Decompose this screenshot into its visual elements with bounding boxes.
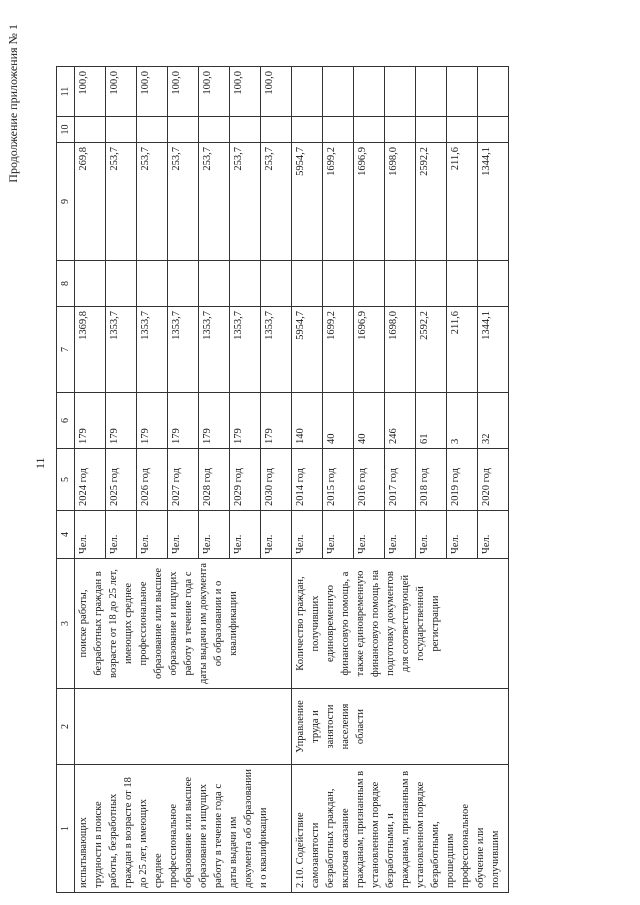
block1-executor [75, 689, 292, 765]
col-header: 4 [57, 511, 75, 559]
col-header: 10 [57, 117, 75, 143]
col8-cell [385, 261, 416, 307]
year-cell: 2030 год [261, 449, 292, 511]
col8-cell [292, 261, 323, 307]
col8-cell [75, 261, 106, 307]
amount-cell: 5954,7 [292, 307, 323, 393]
count-cell: 179 [75, 393, 106, 449]
col8-cell [323, 261, 354, 307]
amount-cell: 1696,9 [354, 307, 385, 393]
count-cell: 179 [199, 393, 230, 449]
unit-cell: Чел. [323, 511, 354, 559]
col8-cell [168, 261, 199, 307]
col9-cell: 253,7 [168, 143, 199, 261]
col10-cell [137, 117, 168, 143]
amount-cell: 1353,7 [261, 307, 292, 393]
unit-cell: Чел. [137, 511, 168, 559]
appendix-caption: Продолжение приложения № 1 [6, 24, 20, 183]
col9-cell: 253,7 [106, 143, 137, 261]
percent-cell [447, 67, 478, 117]
percent-cell: 100,0 [199, 67, 230, 117]
col-header: 9 [57, 143, 75, 261]
col10-cell [292, 117, 323, 143]
amount-cell: 211,6 [447, 307, 478, 393]
percent-cell: 100,0 [75, 67, 106, 117]
col10-cell [323, 117, 354, 143]
col10-cell [168, 117, 199, 143]
percent-cell [416, 67, 447, 117]
col10-cell [75, 117, 106, 143]
percent-cell [385, 67, 416, 117]
col8-cell [230, 261, 261, 307]
col-header: 2 [57, 689, 75, 765]
col9-cell: 1699,2 [323, 143, 354, 261]
page-number: 11 [33, 457, 47, 469]
count-cell: 40 [323, 393, 354, 449]
year-cell: 2027 год [168, 449, 199, 511]
amount-cell: 1353,7 [106, 307, 137, 393]
year-cell: 2019 год [447, 449, 478, 511]
amount-cell: 1353,7 [230, 307, 261, 393]
unit-cell: Чел. [261, 511, 292, 559]
col9-cell: 5954,7 [292, 143, 323, 261]
count-cell: 40 [354, 393, 385, 449]
col9-cell: 253,7 [261, 143, 292, 261]
unit-cell: Чел. [199, 511, 230, 559]
col10-cell [385, 117, 416, 143]
block2-executor: Управление труда и занятости населения области [292, 689, 509, 765]
amount-cell: 1698,0 [385, 307, 416, 393]
col9-cell: 269,8 [75, 143, 106, 261]
unit-cell: Чел. [478, 511, 509, 559]
col9-cell: 2592,2 [416, 143, 447, 261]
count-cell: 246 [385, 393, 416, 449]
year-cell: 2025 год [106, 449, 137, 511]
unit-cell: Чел. [447, 511, 478, 559]
col8-cell [261, 261, 292, 307]
percent-cell: 100,0 [168, 67, 199, 117]
col9-cell: 1344,1 [478, 143, 509, 261]
block2-indicator: Количество граждан, получивших единовременную финансовую помощь, а также единовременную финансовую помощь на подготовку документов для соответствующей государственной регистрации [292, 559, 509, 689]
unit-cell: Чел. [292, 511, 323, 559]
program-table [56, 66, 509, 893]
col8-cell [447, 261, 478, 307]
percent-cell [478, 67, 509, 117]
percent-cell [354, 67, 385, 117]
col-header: 5 [57, 449, 75, 511]
percent-cell: 100,0 [106, 67, 137, 117]
col8-cell [478, 261, 509, 307]
year-cell: 2028 год [199, 449, 230, 511]
col9-cell: 1698,0 [385, 143, 416, 261]
col10-cell [230, 117, 261, 143]
count-cell: 179 [230, 393, 261, 449]
block2-description: 2.10. Содействие самозанятости безработных граждан, включая оказание гражданам, признанным в установленном порядке безработными, и гражданам, признанным в установленном порядке безработными, прошедшим профессиональное обучение или получившим [292, 765, 509, 893]
col10-cell [416, 117, 447, 143]
percent-cell: 100,0 [137, 67, 168, 117]
block1-indicator: поиске работы, безработных граждан в возрасте от 18 до 25 лет, имеющих среднее профессиональное образование или высшее образование и ищущих работу в течение года с даты выдачи им документа об образовании и о квалификации [75, 559, 292, 689]
col9-cell: 253,7 [230, 143, 261, 261]
amount-cell: 2592,2 [416, 307, 447, 393]
col10-cell [447, 117, 478, 143]
year-cell: 2029 год [230, 449, 261, 511]
col9-cell: 253,7 [199, 143, 230, 261]
col-header: 3 [57, 559, 75, 689]
col10-cell [106, 117, 137, 143]
count-cell: 179 [137, 393, 168, 449]
count-cell: 61 [416, 393, 447, 449]
amount-cell: 1353,7 [199, 307, 230, 393]
col8-cell [106, 261, 137, 307]
col8-cell [354, 261, 385, 307]
year-cell: 2018 год [416, 449, 447, 511]
count-cell: 179 [106, 393, 137, 449]
year-cell: 2020 год [478, 449, 509, 511]
col-header: 6 [57, 393, 75, 449]
year-cell: 2026 год [137, 449, 168, 511]
percent-cell [323, 67, 354, 117]
block1-description: испытывающих трудности в поиске работы, безработных граждан в возрасте от 18 до 25 лет, имеющих среднее профессиональное образование или высшее образование и ищущих работу в течение года с даты выдачи им документа об образовании и о квалификации [75, 765, 292, 893]
amount-cell: 1353,7 [137, 307, 168, 393]
count-cell: 179 [168, 393, 199, 449]
unit-cell: Чел. [75, 511, 106, 559]
table-row [75, 67, 106, 893]
amount-cell: 1353,7 [168, 307, 199, 393]
amount-cell: 1344,1 [478, 307, 509, 393]
count-cell: 140 [292, 393, 323, 449]
unit-cell: Чел. [385, 511, 416, 559]
amount-cell: 1699,2 [323, 307, 354, 393]
col9-cell: 253,7 [137, 143, 168, 261]
unit-cell: Чел. [168, 511, 199, 559]
unit-cell: Чел. [230, 511, 261, 559]
year-cell: 2016 год [354, 449, 385, 511]
col10-cell [261, 117, 292, 143]
col-header: 7 [57, 307, 75, 393]
count-cell: 32 [478, 393, 509, 449]
percent-cell: 100,0 [230, 67, 261, 117]
percent-cell: 100,0 [261, 67, 292, 117]
count-cell: 179 [261, 393, 292, 449]
col10-cell [354, 117, 385, 143]
table-row [292, 67, 323, 893]
unit-cell: Чел. [106, 511, 137, 559]
col10-cell [478, 117, 509, 143]
col9-cell: 211,6 [447, 143, 478, 261]
unit-cell: Чел. [416, 511, 447, 559]
col8-cell [199, 261, 230, 307]
col8-cell [416, 261, 447, 307]
amount-cell: 1369,8 [75, 307, 106, 393]
year-cell: 2014 год [292, 449, 323, 511]
unit-cell: Чел. [354, 511, 385, 559]
column-number-row [57, 67, 75, 893]
col-header: 8 [57, 261, 75, 307]
col8-cell [137, 261, 168, 307]
year-cell: 2024 год [75, 449, 106, 511]
col-header: 11 [57, 67, 75, 117]
year-cell: 2015 год [323, 449, 354, 511]
col-header: 1 [57, 765, 75, 893]
col9-cell: 1696,9 [354, 143, 385, 261]
col10-cell [199, 117, 230, 143]
count-cell: 3 [447, 393, 478, 449]
year-cell: 2017 год [385, 449, 416, 511]
percent-cell [292, 67, 323, 117]
